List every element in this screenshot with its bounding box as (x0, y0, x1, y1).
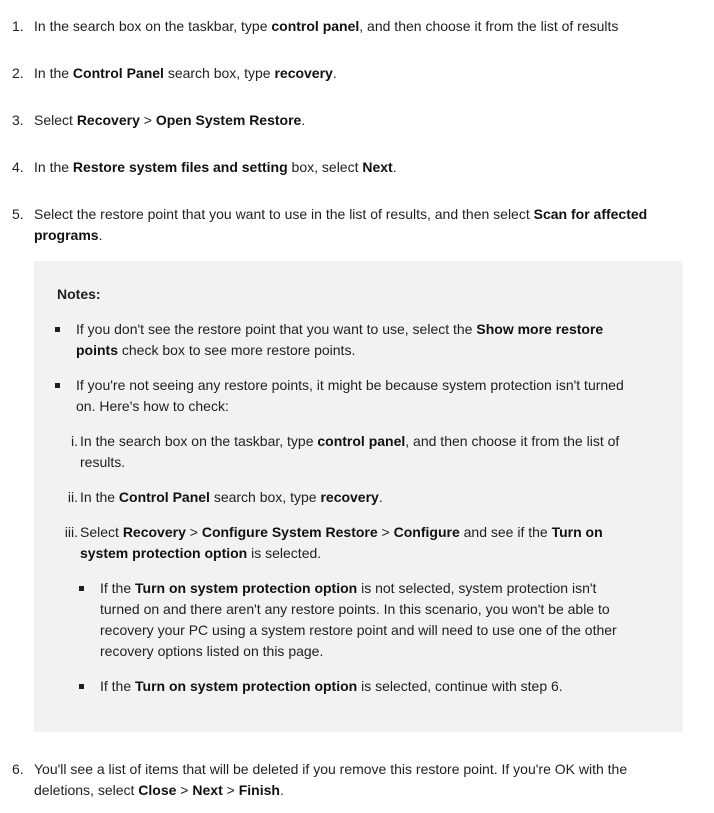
text-run: is not selected, system protection isn't turned on and there aren't any restore points. In this scenario, you won't be able to recovery your PC using a system restore point and will need to use one of the other recovery options listed on this page. (100, 580, 617, 659)
bold-term: Scan for affected programs (34, 206, 648, 243)
bold-term: Recovery (122, 524, 186, 540)
substep-text (80, 431, 638, 473)
text-run: In the search box on the taskbar, type (80, 433, 318, 449)
text-run: box, select (287, 159, 363, 175)
bold-term: Recovery (76, 112, 140, 128)
substep-number: iii. (64, 524, 78, 540)
text-run: Select (80, 524, 123, 540)
text-run: is selected. (247, 545, 322, 561)
note-sub-bullet (79, 676, 629, 697)
text-run: > (222, 782, 239, 798)
step-1 (12, 16, 662, 37)
bold-term: control panel (317, 433, 406, 449)
bold-term: Configure System Restore (201, 524, 378, 540)
bold-term: recovery (320, 489, 379, 505)
step-3 (12, 110, 662, 131)
bullet-square-icon (79, 586, 84, 591)
step-2 (12, 63, 662, 84)
text-run: > (185, 524, 202, 540)
step-4 (12, 157, 662, 178)
text-run: If the (100, 580, 136, 596)
bold-term: Open System Restore (155, 112, 302, 128)
bullet-square-icon (79, 684, 84, 689)
text-run: . (279, 782, 284, 798)
text-run: check box to see more restore points. (118, 342, 356, 358)
bullet-square-icon (55, 383, 60, 388)
note-bullet-text (76, 375, 630, 417)
substep-number: ii. (67, 489, 78, 505)
step-text (34, 204, 662, 246)
bold-term: Control Panel (118, 489, 210, 505)
bold-term: Control Panel (72, 65, 164, 81)
text-run: In the (34, 65, 73, 81)
text-run: is selected, continue with step 6. (357, 678, 563, 694)
bold-term: control panel (271, 18, 360, 34)
text-run: You'll see a list of items that will be deleted if you remove this restore point. If you're OK with the deletions, select (34, 761, 628, 798)
text-run: . (392, 159, 397, 175)
text-run: > (176, 782, 193, 798)
text-run: In the search box on the taskbar, type (34, 18, 272, 34)
text-run: . (332, 65, 337, 81)
substep-text (80, 487, 638, 508)
text-run: . (301, 112, 306, 128)
step-text (34, 16, 662, 37)
note-sub-bullet-text (100, 578, 629, 662)
notes-box (34, 261, 683, 732)
step-number: 6. (12, 761, 24, 777)
bold-term: Next (192, 782, 223, 798)
bold-term: Turn on system protection option (135, 580, 358, 596)
note-sub-bullet (79, 578, 629, 662)
text-run: and see if the (459, 524, 552, 540)
text-run: > (139, 112, 156, 128)
text-run: In the (34, 159, 73, 175)
bullet-square-icon (55, 327, 60, 332)
step-number: 4. (12, 159, 24, 175)
step-number: 2. (12, 65, 24, 81)
text-run: Select the restore point that you want to use in the list of results, and then select (34, 206, 534, 222)
note-substep-i (58, 431, 638, 473)
bold-term: Turn on system protection option (135, 678, 358, 694)
bold-term: Configure (393, 524, 460, 540)
note-sub-bullet-text (100, 676, 629, 697)
bold-term: Restore system files and setting (72, 159, 288, 175)
text-run: If you're not seeing any restore points, it might be because system protection isn't turned on. Here's how to check: (76, 377, 624, 414)
notes-title: Notes: (57, 286, 101, 302)
step-5 (12, 204, 662, 246)
step-number: 5. (12, 206, 24, 222)
step-6 (12, 759, 662, 801)
bold-term: Next (362, 159, 393, 175)
text-run: , and then choose it from the list of results. (80, 433, 620, 470)
bold-term: Turn on system protection option (80, 524, 603, 561)
step-text (34, 63, 662, 84)
text-run: In the (80, 489, 119, 505)
note-substep-iii (58, 522, 638, 564)
text-run: . (98, 227, 103, 243)
text-run: , and then choose it from the list of results (359, 18, 619, 34)
bold-term: Close (138, 782, 177, 798)
text-run: If you don't see the restore point that you want to use, select the (76, 321, 477, 337)
substep-number: i. (71, 433, 78, 449)
step-text (34, 157, 662, 178)
note-bullet (55, 375, 630, 417)
step-text (34, 110, 662, 131)
substep-text (80, 522, 638, 564)
text-run: > (377, 524, 394, 540)
note-bullet-text (76, 319, 630, 361)
text-run: search box, type (163, 65, 275, 81)
bold-term: recovery (274, 65, 333, 81)
step-number: 1. (12, 18, 24, 34)
text-run: If the (100, 678, 136, 694)
note-bullet (55, 319, 630, 361)
note-substep-ii (58, 487, 638, 508)
step-number: 3. (12, 112, 24, 128)
text-run: . (378, 489, 383, 505)
bold-term: Show more restore points (76, 321, 604, 358)
step-text (34, 759, 662, 801)
text-run: search box, type (209, 489, 321, 505)
text-run: Select (34, 112, 77, 128)
bold-term: Finish (238, 782, 280, 798)
